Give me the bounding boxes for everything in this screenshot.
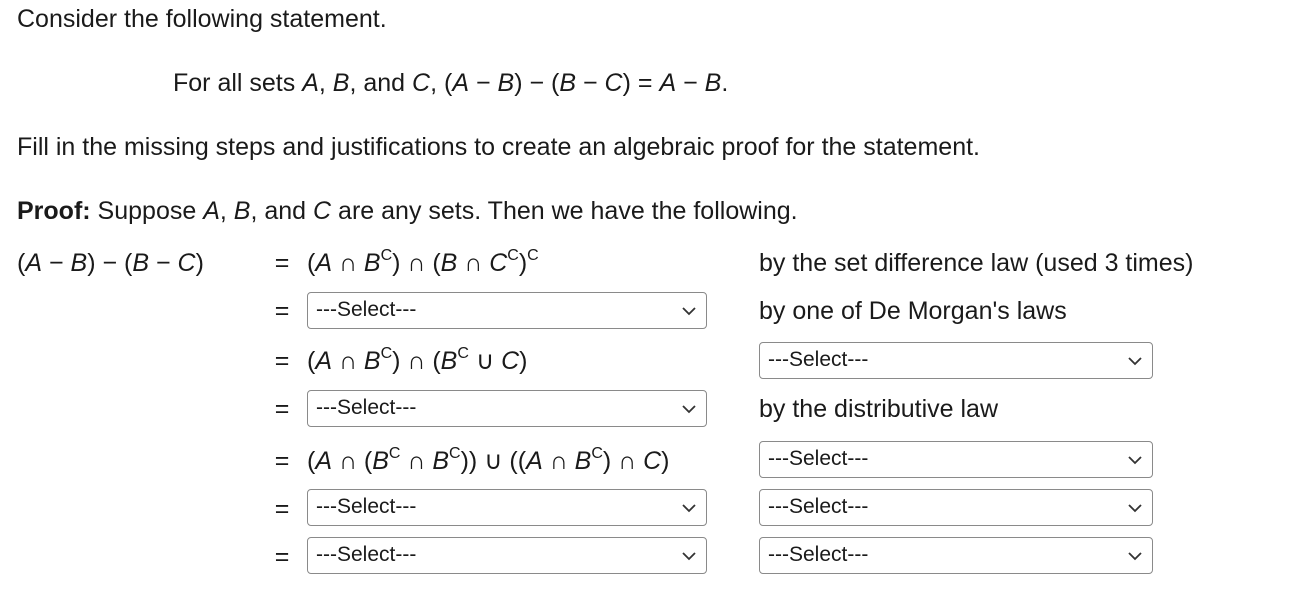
expr-var: B	[363, 347, 381, 375]
lhs-var: B	[70, 249, 88, 277]
expr-var: C	[489, 249, 508, 277]
chevron-down-icon	[681, 401, 697, 417]
expr-var: A	[315, 249, 333, 277]
expr-part: )	[661, 447, 670, 475]
expr-part: (	[307, 447, 316, 475]
select-value: ---Select---	[316, 495, 417, 518]
proof-text: are any sets. Then we have the following.	[331, 197, 798, 225]
statement-op: ) − (	[514, 69, 560, 97]
equals-sign: =	[274, 347, 290, 375]
step6-justification-select[interactable]	[759, 489, 1153, 526]
statement-op: −	[676, 69, 705, 97]
complement-sup: C	[380, 246, 393, 264]
chevron-down-icon	[1127, 452, 1143, 468]
expr-part: ) ∩ (	[392, 249, 441, 277]
step1-justification: by the set difference law (used 3 times)	[759, 249, 1194, 277]
proof-lhs	[17, 248, 204, 278]
expr-part: ) ∩	[602, 447, 644, 475]
statement-var-b: B	[332, 69, 350, 97]
expr-op: ∩	[400, 447, 433, 475]
equals-sign: =	[274, 297, 290, 325]
statement-var: B	[497, 69, 515, 97]
chevron-down-icon	[681, 500, 697, 516]
select-value: ---Select---	[768, 495, 869, 518]
proof-text: Suppose	[90, 197, 204, 225]
chevron-down-icon	[1127, 500, 1143, 516]
proof-sep: ,	[219, 197, 234, 225]
expr-op: ∪	[468, 347, 502, 375]
step2-expression-select[interactable]	[307, 292, 707, 329]
complement-sup: C	[388, 444, 401, 462]
complement-sup: C	[527, 246, 539, 264]
lhs-part: ) − (	[87, 249, 133, 277]
statement-sep: ,	[318, 69, 333, 97]
lhs-part: )	[195, 249, 204, 277]
proof-var: A	[203, 197, 220, 225]
expr-var: B	[574, 447, 592, 475]
statement-op: −	[576, 69, 605, 97]
complement-sup: C	[507, 246, 519, 264]
expr-op: ∩	[542, 447, 575, 475]
statement-var: A	[659, 69, 677, 97]
complement-sup: C	[457, 344, 469, 362]
select-value: ---Select---	[768, 447, 869, 470]
statement-var: B	[559, 69, 577, 97]
proof-label: Proof:	[17, 197, 91, 225]
lhs-var: A	[25, 249, 43, 277]
expr-var: B	[440, 347, 458, 375]
select-value: ---Select---	[316, 396, 417, 419]
statement	[173, 68, 728, 98]
expr-var: A	[526, 447, 543, 475]
proof-var: B	[233, 197, 251, 225]
statement-sep: , (	[430, 69, 453, 97]
chevron-down-icon	[681, 303, 697, 319]
equals-sign: =	[274, 395, 290, 423]
lhs-var: B	[132, 249, 150, 277]
complement-sup: C	[380, 344, 393, 362]
statement-op: ) =	[622, 69, 660, 97]
statement-var: B	[704, 69, 722, 97]
expr-part: ) ∩ (	[392, 347, 441, 375]
lhs-part: (	[17, 249, 26, 277]
expr-var: B	[372, 447, 389, 475]
complement-sup: C	[449, 444, 461, 462]
statement-op: −	[469, 69, 498, 97]
expr-part: (	[307, 249, 316, 277]
expr-part: )	[519, 347, 528, 375]
select-value: ---Select---	[316, 543, 417, 566]
chevron-down-icon	[681, 548, 697, 564]
statement-var-c: C	[412, 69, 431, 97]
equals-sign: =	[274, 543, 290, 571]
statement-var-a: A	[302, 69, 319, 97]
instructions-text: Fill in the missing steps and justifications to create an algebraic proof for the statement.	[17, 133, 980, 161]
statement-prefix: For all sets	[173, 69, 303, 97]
equals-sign: =	[274, 447, 290, 475]
step4-expression-select[interactable]	[307, 390, 707, 427]
expr-var: B	[432, 447, 450, 475]
select-value: ---Select---	[768, 543, 869, 566]
lhs-part: −	[149, 249, 178, 277]
step3-expression	[307, 346, 528, 376]
expr-part: (	[307, 347, 316, 375]
lhs-var: C	[177, 249, 196, 277]
chevron-down-icon	[1127, 548, 1143, 564]
chevron-down-icon	[1127, 353, 1143, 369]
proof-sep: , and	[250, 197, 314, 225]
expr-var: B	[363, 249, 381, 277]
step5-justification-select[interactable]	[759, 441, 1153, 478]
step4-justification: by the distributive law	[759, 395, 999, 423]
expr-var: A	[315, 347, 333, 375]
statement-sep: , and	[349, 69, 413, 97]
step3-justification-select[interactable]	[759, 342, 1153, 379]
step5-expression	[307, 446, 669, 476]
expr-part: )) ∪ ((	[460, 447, 527, 475]
select-value: ---Select---	[316, 298, 417, 321]
statement-var: C	[604, 69, 623, 97]
lhs-part: −	[42, 249, 71, 277]
select-value: ---Select---	[768, 348, 869, 371]
expr-var: C	[501, 347, 520, 375]
intro-text: Consider the following statement.	[17, 5, 387, 33]
proof-var: C	[313, 197, 332, 225]
complement-sup: C	[591, 444, 603, 462]
equals-sign: =	[274, 495, 290, 523]
step1-expression	[307, 248, 539, 278]
expr-var: C	[643, 447, 662, 475]
step7-justification-select[interactable]	[759, 537, 1153, 574]
equals-sign: =	[274, 249, 290, 277]
expr-var: B	[440, 249, 458, 277]
expr-op: ∩	[332, 249, 364, 277]
expr-op: ∩	[332, 347, 364, 375]
statement-var: A	[452, 69, 470, 97]
expr-var: A	[315, 447, 333, 475]
step6-expression-select[interactable]	[307, 489, 707, 526]
expr-part: )	[518, 249, 528, 277]
expr-op: ∩ (	[332, 447, 373, 475]
step2-justification: by one of De Morgan's laws	[759, 297, 1067, 325]
step7-expression-select[interactable]	[307, 537, 707, 574]
proof-intro	[17, 196, 798, 226]
statement-end: .	[721, 69, 729, 97]
expr-op: ∩	[457, 249, 490, 277]
